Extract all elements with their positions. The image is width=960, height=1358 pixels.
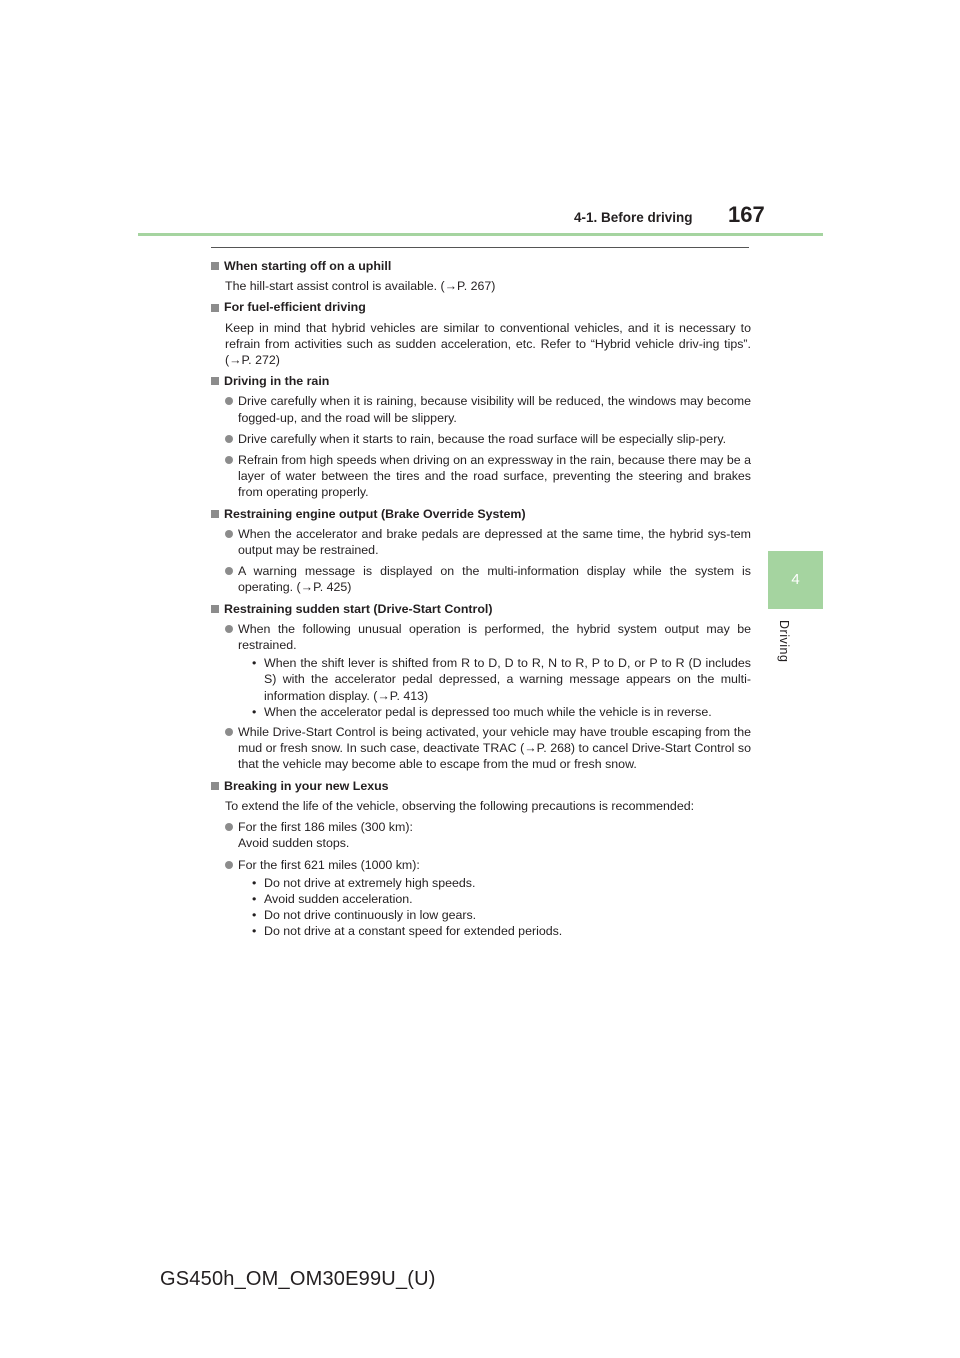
list-item: A warning message is displayed on the multi-information display while the system is operating. (→P. 425) [211,563,751,595]
list-item: While Drive-Start Control is being activated, your vehicle may have trouble escaping from the mud or fresh snow. In such case, deactivate TRAC (→P. 268) to cancel Drive-Start Control so that the vehicle may become able to escape from the mud or fresh snow. [211,724,751,773]
circle-bullet-icon [225,823,233,831]
circle-bullet-icon [225,435,233,443]
sub-bullet-marker: • [252,875,257,890]
section-paragraph: Keep in mind that hybrid vehicles are similar to conventional vehicles, and it is necessary to refrain from activities such as sudden acceleration, etc. Refer to “Hybrid vehicle driv-ing tips”. (→P. 272) [225,320,751,368]
sub-bullet-marker: • [252,891,257,906]
circle-bullet-icon [225,567,233,575]
sub-list-item: • Do not drive at a constant speed for extended periods. [252,924,563,939]
section-heading: 4-1. Before driving [574,210,693,225]
section-fuel-efficient [211,299,751,368]
list-item: Refrain from high speeds when driving on an expressway in the rain, because there may be a layer of water between the tires and the road surface, preventing the steering and brakes from operating properly. [211,452,751,501]
section-drive-start-control [211,601,751,773]
sub-bullet-marker: • [252,924,257,939]
square-bullet-icon [211,782,219,790]
section-title: When starting off on a uphill [211,258,751,274]
sub-list-item: • When the accelerator pedal is depressed too much while the vehicle is in reverse. [252,704,712,719]
list-item: Drive carefully when it starts to rain, because the road surface will be especially slip-pery. [211,431,751,447]
circle-bullet-icon [225,625,233,633]
list-item: For the first 621 miles (1000 km): [211,857,751,873]
sub-list [211,875,751,940]
sub-list [211,655,751,720]
square-bullet-icon [211,510,219,518]
chapter-label: Driving [777,620,791,663]
sub-list-item: • Do not drive at extremely high speeds. [252,875,476,890]
section-paragraph: To extend the life of the vehicle, observing the following precautions is recommended: [225,798,695,813]
section-title: Breaking in your new Lexus [211,778,751,794]
sub-list-item: • When the shift lever is shifted from R to D, D to R, N to R, P to D, or P to R (D includes S) with the accelerator pedal depressed, a warning message appears on the multi-information display. (→P. 413) [252,656,751,703]
square-bullet-icon [211,605,219,613]
section-title: Restraining sudden start (Drive-Start Control) [211,601,751,617]
header-rule [138,233,823,236]
sub-list-item: • Do not drive continuously in low gears. [252,908,477,923]
list-item: When the accelerator and brake pedals are depressed at the same time, the hybrid sys-tem output may be restrained. [211,526,751,558]
sub-bullet-marker: • [252,908,257,923]
square-bullet-icon [211,304,219,312]
page-number: 167 [728,202,765,227]
section-title: Driving in the rain [211,373,751,389]
square-bullet-icon [211,262,219,270]
list-item: Drive carefully when it is raining, because visibility will be reduced, the windows may become fogged-up, and the road will be slippery. [211,393,751,425]
section-title: Restraining engine output (Brake Override System) [211,506,751,522]
section-uphill-start [211,258,751,294]
list-item: For the first 186 miles (300 km): Avoid sudden stops. [211,819,751,851]
main-content [211,258,751,945]
sub-bullet-marker: • [252,656,257,671]
document-footer-code: GS450h_OM_OM30E99U_(U) [160,1268,436,1290]
list-item: When the following unusual operation is performed, the hybrid system output may be restrained. [211,621,751,653]
section-paragraph: The hill-start assist control is available. (→P. 267) [225,279,496,294]
circle-bullet-icon [225,397,233,405]
circle-bullet-icon [225,861,233,869]
circle-bullet-icon [225,530,233,538]
sub-bullet-marker: • [252,704,257,719]
circle-bullet-icon [225,728,233,736]
circle-bullet-icon [225,456,233,464]
square-bullet-icon [211,377,219,385]
section-brake-override [211,506,751,596]
sub-list-item: • Avoid sudden acceleration. [252,891,413,906]
section-breaking-in [211,778,751,940]
content-top-rule [211,247,749,248]
section-title: For fuel-efficient driving [211,299,751,315]
chapter-tab[interactable]: 4 [768,551,823,609]
section-rain [211,373,751,500]
